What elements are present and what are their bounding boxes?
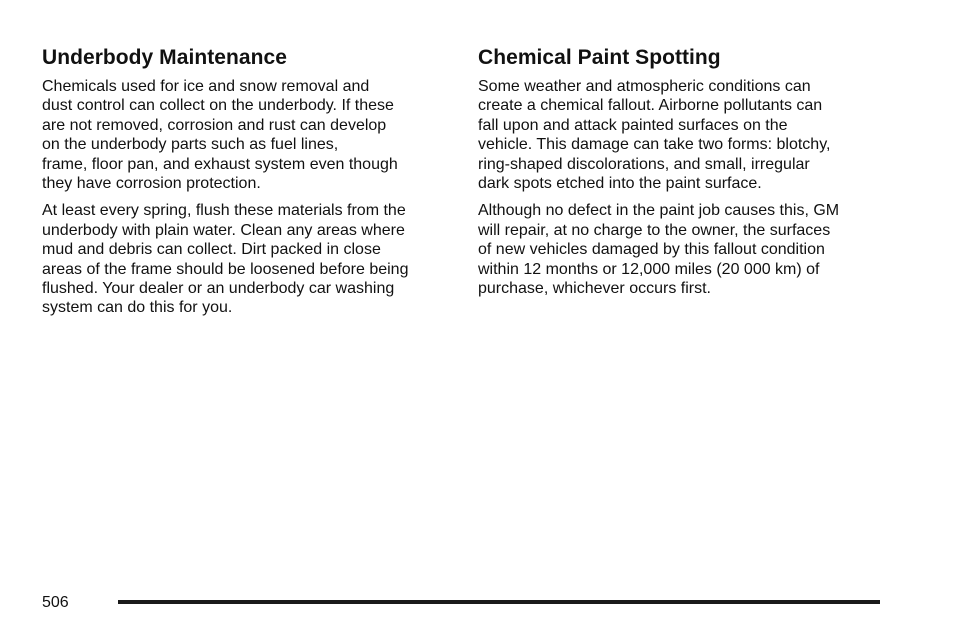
text-line: vehicle. This damage can take two forms: blotchy, — [478, 136, 831, 154]
text-line: purchase, whichever occurs first. — [478, 280, 711, 298]
text-line: Although no defect in the paint job causes this, GM — [478, 202, 840, 220]
text-line: areas of the frame should be loosened before being — [42, 260, 409, 278]
section-heading-underbody-maintenance: Underbody Maintenance — [42, 46, 287, 69]
paragraph — [478, 201, 884, 298]
text-line: flushed. Your dealer or an underbody car washing — [42, 280, 395, 298]
footer-divider — [118, 600, 880, 604]
text-line: Some weather and atmospheric conditions can — [478, 78, 811, 95]
text-line: of new vehicles damaged by this fallout condition — [478, 241, 825, 259]
text-line: are not removed, corrosion and rust can develop — [42, 116, 387, 134]
text-line: they have corrosion protection. — [42, 175, 261, 193]
text-line: ring-shaped discolorations, and small, irregular — [478, 155, 810, 173]
paragraph — [42, 201, 448, 317]
paragraph — [478, 77, 884, 193]
text-line: Chemicals used for ice and snow removal and — [42, 78, 370, 95]
text-line: system can do this for you. — [42, 299, 233, 317]
page-number: 506 — [42, 594, 69, 611]
text-line: mud and debris can collect. Dirt packed in close — [42, 241, 381, 259]
paragraph — [42, 77, 448, 193]
text-line: dust control can collect on the underbody. If these — [42, 97, 394, 115]
text-line: within 12 months or 12,000 miles (20 000 km) of — [478, 260, 820, 278]
text-line: underbody with plain water. Clean any areas where — [42, 221, 405, 239]
text-line: create a chemical fallout. Airborne pollutants can — [478, 97, 823, 115]
text-line: on the underbody parts such as fuel lines, — [42, 136, 339, 154]
underbody-maintenance-section — [42, 44, 448, 318]
section-heading-chemical-paint-spotting: Chemical Paint Spotting — [478, 46, 721, 69]
chemical-paint-spotting-section — [478, 44, 884, 298]
text-line: dark spots etched into the paint surface. — [478, 175, 762, 193]
text-line: will repair, at no charge to the owner, the surfaces — [478, 221, 831, 239]
text-line: fall upon and attack painted surfaces on the — [478, 116, 788, 134]
text-line: At least every spring, flush these materials from the — [42, 202, 406, 220]
text-line: frame, floor pan, and exhaust system even though — [42, 155, 398, 173]
